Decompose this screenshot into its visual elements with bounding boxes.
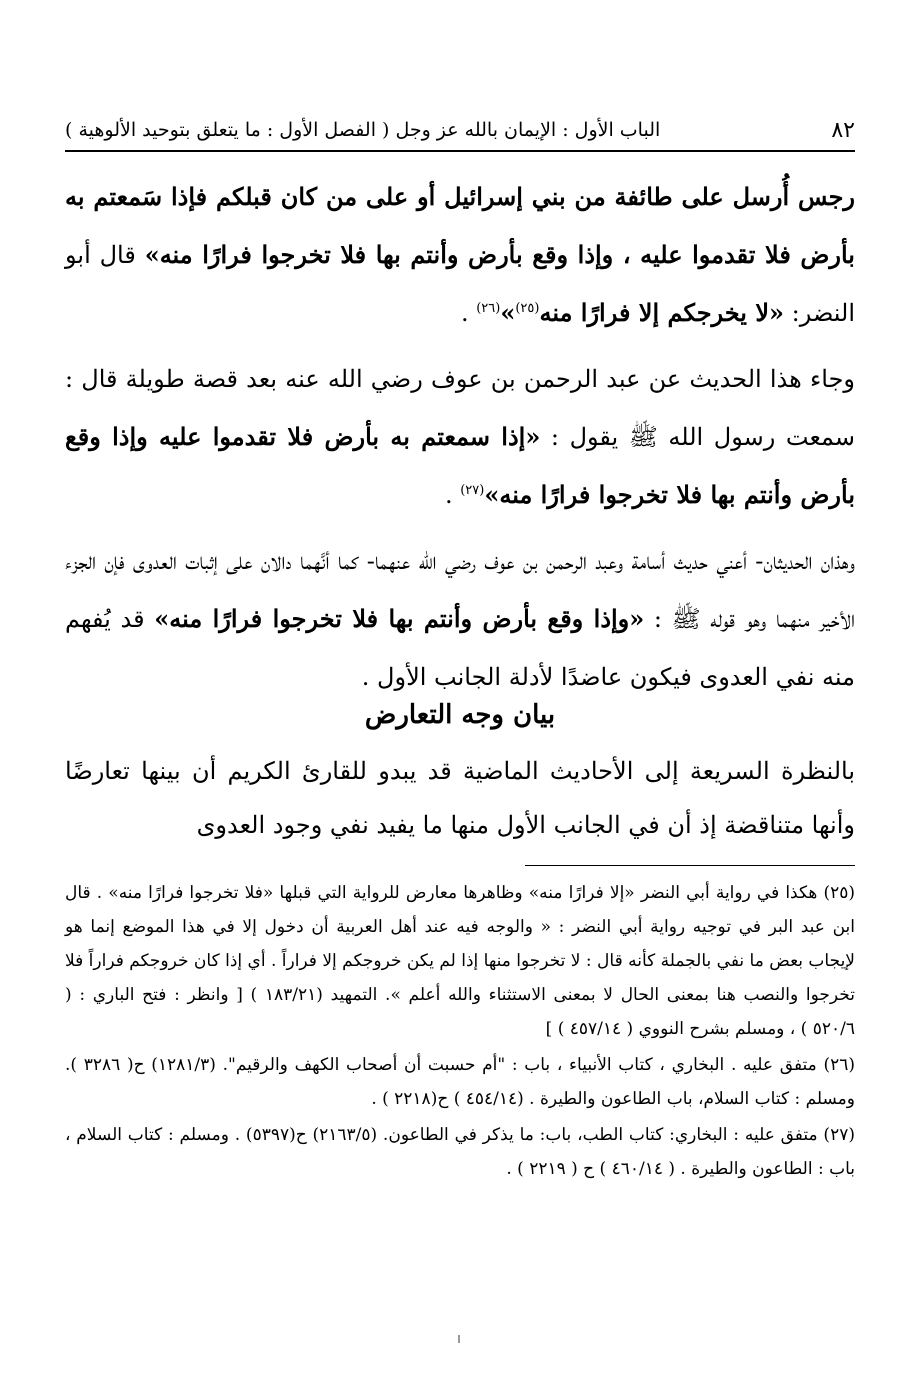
- hadith-quote: «وإذا وقع بأرض وأنتم بها فلا تخرجوا فرارًا منه»: [154, 604, 645, 633]
- running-title: الباب الأول : الإيمان بالله عز وجل ( الفصل الأول : ما يتعلق بتوحيد الألوهية ): [65, 119, 661, 141]
- footnote-ref-26[interactable]: (٢٦): [476, 301, 501, 316]
- section-paragraph: بالنظرة السريعة إلى الأحاديث الماضية قد يبدو للقارئ الكريم أن بينها تعارضًا وأنها متناقضة إذ أن في الجانب الأول منها ما يفيد نفي وجود العدوى: [65, 757, 855, 839]
- hadith-text: رجس أُرسل على طائفة من بني إسرائيل أو على من كان قبلكم فإذا سَمعتم به بأرض فلا تقدموا عليه ، وإذا وقع بأرض وأنتم بها فلا تخرجوا فرارًا منه»: [65, 182, 855, 269]
- section-heading: بيان وجه التعارض: [364, 700, 556, 730]
- section-text: [65, 744, 855, 852]
- paragraph-text: وهذان الحديثان- أعني حديث أسامة وعبد الرحمن بن عوف رضي الله عنهما- كما أنَّهما دالان على إثبات العدوى فإن الجزء الأخير منهما وهو قوله ﷺ :: [65, 547, 855, 633]
- paragraph-2: [65, 350, 855, 524]
- hadith-quote: «إذا سمعتم به بأرض فلا تقدموا عليه وإذا وقع بأرض وأنتم بها فلا تخرجوا فرارًا منه»: [65, 422, 855, 509]
- paragraph-text-continued: قد يُفهم منه نفي العدوى فيكون عاضدًا لأدلة الجانب الأول .: [65, 605, 855, 691]
- quote-close: »: [500, 298, 516, 327]
- page-number: ٨٢: [831, 117, 855, 143]
- footnote-ref-27[interactable]: (٢٧): [460, 483, 485, 498]
- paragraph-text: وجاء هذا الحديث عن عبد الرحمن بن عوف رضي الله عنه بعد قصة طويلة قال : سمعت رسول الله ﷺ يقول :: [65, 365, 856, 451]
- paragraph-1: [65, 168, 855, 342]
- main-text: [65, 168, 855, 714]
- sentence-end: .: [444, 481, 461, 509]
- footnote-divider: [525, 865, 855, 866]
- hadith-quote: «لا يخرجكم إلا فرارًا منه: [539, 298, 784, 327]
- header-divider: [65, 150, 855, 152]
- footnote-26: (٢٦) متفق عليه . البخاري ، كتاب الأنبياء ، باب : "أم حسبت أن أصحاب الكهف والرقيم". (١٢٨١/٣) ح( ٣٢٨٦ ). ومسلم : كتاب السلام، باب الطاعون والطيرة . (٤٥٤/١٤ ) ح(٢٢١٨ ) .: [65, 1055, 856, 1109]
- paragraph-3: [65, 532, 855, 706]
- footnote-27: (٢٧) متفق عليه : البخاري: كتاب الطب، باب: ما يذكر في الطاعون. (٢١٦٣/٥) ح(٥٣٩٧) . ومسلم : كتاب السلام ، باب : الطاعون والطيرة . ( ٤٦٠/١٤ ) ح ( ٢٢١٩ ) .: [65, 1125, 855, 1179]
- scan-mark: [458, 1335, 460, 1343]
- footnote-25: (٢٥) هكذا في رواية أبي النضر «إلا فرارًا منه» وظاهرها معارض للرواية التي قبلها «فلا تخرجوا فرارًا منه» . قال ابن عبد البر في توجيه رواية أبي النضر : « والوجه فيه عند أهل العربية أن دخول إلا في هذا الموضع إنما هو لإيجاب بعض ما نفي بالجملة كأنه قال : لا تخرجوا منها إذا لم يكن خروجكم إلا فراراً . أي إذا كان خروجكم فراراً فلا تخرجوا والنصب هنا بمعنى الحال لا بمعنى الاستثناء والله أعلم ». التمهيد (١٨٣/٢١ ) [ وانظر : فتح الباري : ( ٥٢٠/٦ ) ، ومسلم بشرح النووي ( ٤٥٧/١٤ ) ]: [64, 883, 856, 1039]
- footnotes: [65, 876, 855, 1188]
- page-header: [65, 112, 855, 148]
- footnote-ref-25[interactable]: (٢٥): [515, 301, 540, 316]
- sentence-end: .: [460, 299, 477, 327]
- narrator-text: قال أبو النضر:: [65, 241, 855, 327]
